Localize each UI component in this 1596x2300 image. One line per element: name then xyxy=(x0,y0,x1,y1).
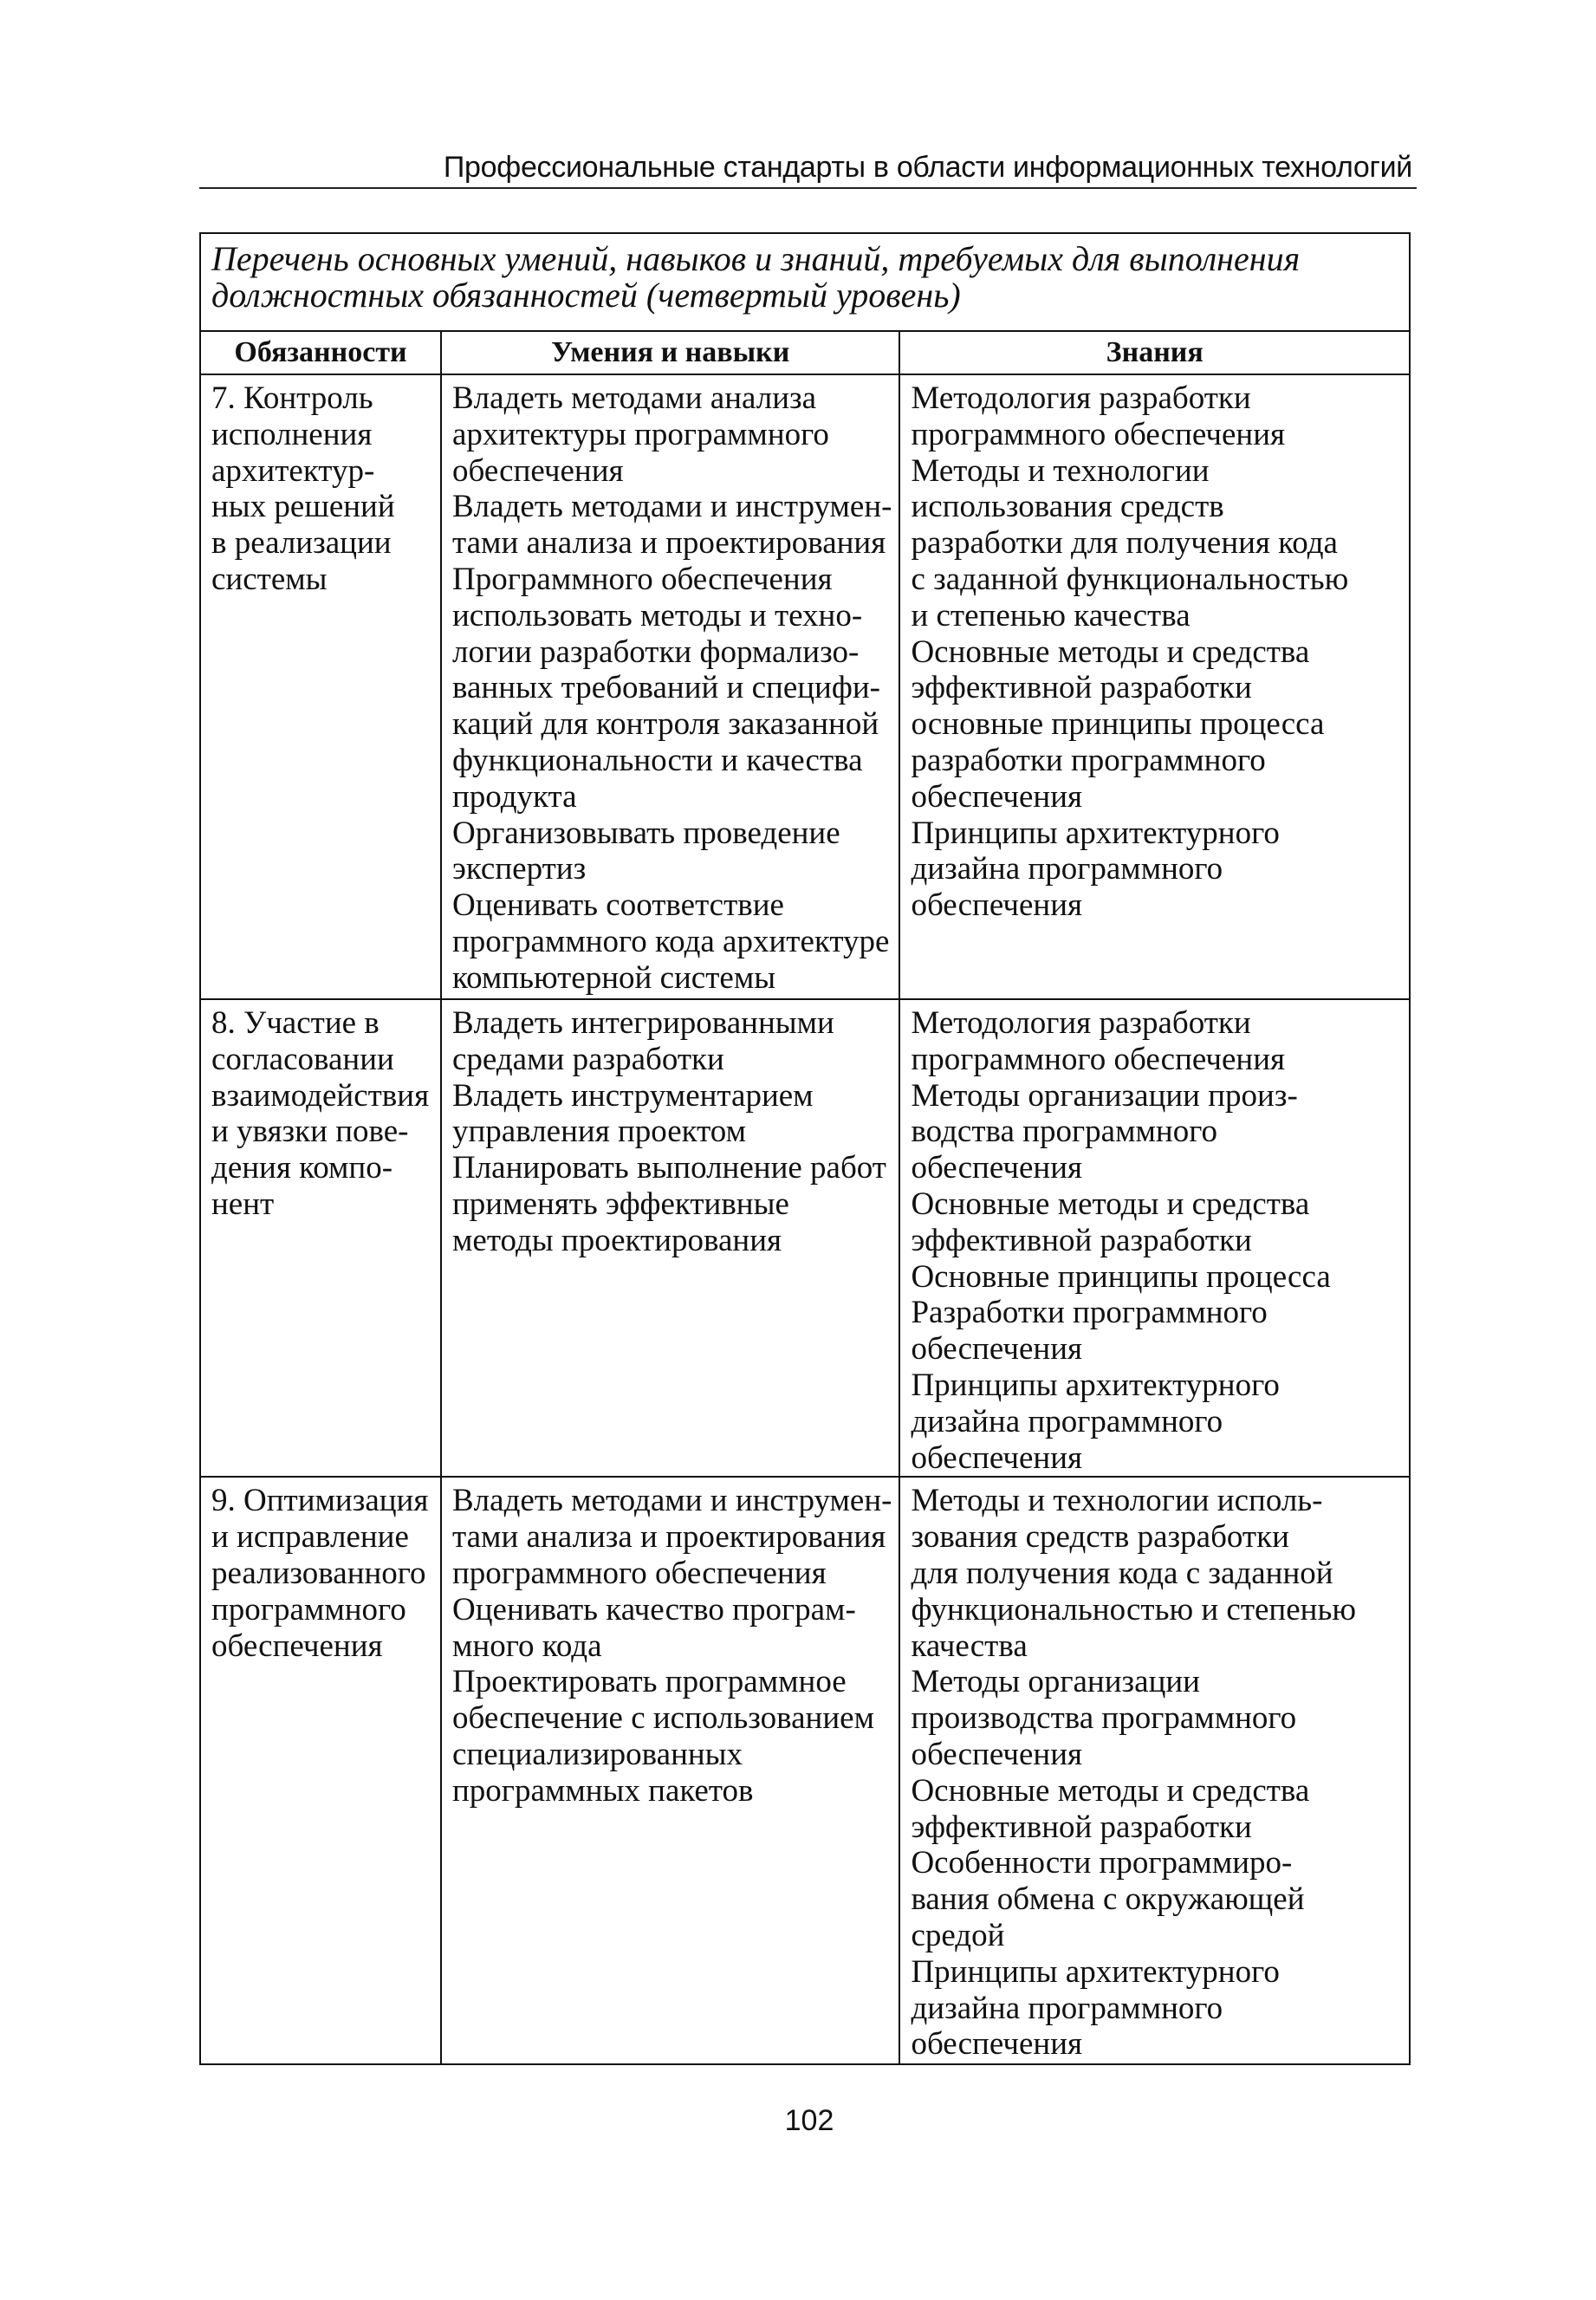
knowledge-cell xyxy=(899,374,1410,999)
column-header-duties: Обязанности xyxy=(200,331,441,374)
duty-cell xyxy=(200,999,441,1477)
cell-line: Оценивать качество програм- xyxy=(452,1591,856,1628)
cell-line: вания обмена с окружающей xyxy=(911,1881,1305,1918)
skills-cell xyxy=(441,374,899,999)
cell-line: логии разработки формализо- xyxy=(452,633,860,670)
cell-line: Принципы архитектурного xyxy=(911,815,1280,851)
cell-line: Планировать выполнение работ xyxy=(452,1150,886,1186)
cell-line: Разработки программного xyxy=(911,1295,1268,1331)
cell-line: Методология разработки xyxy=(911,1005,1251,1041)
skills-cell xyxy=(441,1477,899,2064)
cell-line: много кода xyxy=(452,1628,602,1664)
cell-line: каций для контроля заказанной xyxy=(452,706,879,743)
cell-line: и исправление xyxy=(211,1519,409,1556)
cell-line: качества xyxy=(911,1628,1028,1664)
title-line: Перечень основных умений, навыков и знаний, требуемых для выполнения xyxy=(211,239,1301,278)
cell-line: программного обеспечения xyxy=(452,1555,827,1591)
cell-line: зования средств разработки xyxy=(911,1519,1289,1556)
cell-line: взаимодействия xyxy=(211,1077,430,1114)
cell-line: и увязки пове- xyxy=(211,1114,409,1150)
cell-line: специализированных xyxy=(452,1736,743,1772)
duty-cell xyxy=(200,1477,441,2064)
cell-line: обеспечение с использованием xyxy=(452,1700,874,1737)
cell-line: продукта xyxy=(452,778,577,815)
table-header-row xyxy=(200,331,1410,374)
cell-line: 7. Контроль xyxy=(211,380,373,416)
cell-line: обеспечения xyxy=(911,1736,1083,1772)
column-header-knowledge: Знания xyxy=(899,331,1410,374)
cell-line: обеспечения xyxy=(911,1331,1083,1368)
cell-line: обеспечения xyxy=(911,2026,1083,2063)
cell-line: Программного обеспечения xyxy=(452,561,833,597)
table-title xyxy=(200,233,1410,331)
cell-line: производства программного xyxy=(911,1700,1297,1737)
cell-line: основные принципы процесса xyxy=(911,706,1325,743)
cell-line: тами анализа и проектирования xyxy=(452,525,886,562)
cell-line: с заданной функциональностью xyxy=(911,561,1349,597)
cell-line: компьютерной системы xyxy=(452,959,776,996)
cell-line: применять эффективные xyxy=(452,1186,789,1222)
cell-line: ных решений xyxy=(211,489,395,525)
page-number: 102 xyxy=(784,2104,834,2137)
table-row xyxy=(200,1477,1410,2064)
cell-line: эффективной разработки xyxy=(911,1222,1252,1258)
cell-line: системы xyxy=(211,561,328,597)
header-rule xyxy=(199,187,1417,189)
skills-cell xyxy=(441,999,899,1477)
cell-line: Методы организации произ- xyxy=(911,1077,1298,1114)
cell-line: обеспечения xyxy=(211,1628,383,1664)
knowledge-cell xyxy=(899,1477,1410,2064)
cell-line: Методы и технологии xyxy=(911,452,1210,489)
cell-line: программного обеспечения xyxy=(911,416,1286,452)
cell-line: Методы организации xyxy=(911,1664,1200,1700)
cell-line: Методы и технологии исполь- xyxy=(911,1483,1323,1519)
title-line: должностных обязанностей (четвертый уровень) xyxy=(211,275,961,315)
cell-line: средами разработки xyxy=(452,1041,724,1077)
cell-line: разработки программного xyxy=(911,742,1266,778)
cell-line: Основные методы и средства xyxy=(911,1186,1310,1222)
competency-table xyxy=(199,232,1411,2065)
cell-line: Владеть интегрированными xyxy=(452,1005,834,1041)
cell-line: функциональностью и степенью xyxy=(911,1591,1356,1628)
cell-line: 9. Оптимизация xyxy=(211,1483,429,1519)
cell-line: Основные методы и средства xyxy=(911,1772,1310,1809)
cell-line: управления проектом xyxy=(452,1114,747,1150)
cell-line: средой xyxy=(911,1917,1005,1953)
cell-line: дизайна программного xyxy=(911,851,1223,887)
cell-line: программного кода архитектуре xyxy=(452,923,890,959)
cell-line: Владеть методами и инструмен- xyxy=(452,1483,892,1519)
cell-line: реализованного xyxy=(211,1555,426,1591)
cell-line: использования средств xyxy=(911,489,1224,525)
cell-line: Владеть инструментарием xyxy=(452,1077,814,1114)
cell-line: обеспечения xyxy=(911,1150,1083,1186)
cell-line: эффективной разработки xyxy=(911,670,1252,706)
table-title-row xyxy=(200,233,1410,331)
cell-line: программного xyxy=(211,1591,406,1628)
cell-line: Основные методы и средства xyxy=(911,633,1310,670)
cell-line: обеспечения xyxy=(911,887,1083,924)
cell-line: Основные принципы процесса xyxy=(911,1258,1331,1295)
cell-line: экспертиз xyxy=(452,851,587,887)
cell-line: ванных требований и специфи- xyxy=(452,670,880,706)
cell-line: Методология разработки xyxy=(911,380,1251,416)
cell-line: архитектуры программного xyxy=(452,416,829,452)
cell-line: дения компо- xyxy=(211,1150,393,1186)
cell-line: Принципы архитектурного xyxy=(911,1367,1280,1403)
cell-line: и степенью качества xyxy=(911,597,1191,633)
cell-line: разработки для получения кода xyxy=(911,525,1338,562)
cell-line: использовать методы и техно- xyxy=(452,597,863,633)
cell-line: функциональности и качества xyxy=(452,742,863,778)
knowledge-cell xyxy=(899,999,1410,1477)
cell-line: обеспечения xyxy=(911,1439,1083,1476)
cell-line: нент xyxy=(211,1186,275,1222)
cell-line: обеспечения xyxy=(452,452,624,489)
cell-line: для получения кода с заданной xyxy=(911,1555,1333,1591)
cell-line: архитектур- xyxy=(211,452,375,489)
cell-line: дизайна программного xyxy=(911,1403,1223,1439)
cell-line: программных пакетов xyxy=(452,1772,754,1809)
table-row xyxy=(200,999,1410,1477)
cell-line: программного обеспечения xyxy=(911,1041,1286,1077)
cell-line: тами анализа и проектирования xyxy=(452,1519,886,1556)
running-header: Профессиональные стандарты в области информационных технологий xyxy=(443,151,1412,184)
cell-line: Владеть методами и инструмен- xyxy=(452,489,892,525)
column-header-skills: Умения и навыки xyxy=(441,331,899,374)
duty-cell xyxy=(200,374,441,999)
cell-line: эффективной разработки xyxy=(911,1809,1252,1845)
cell-line: 8. Участие в xyxy=(211,1005,380,1041)
cell-line: Владеть методами анализа xyxy=(452,380,817,416)
cell-line: Организовывать проведение xyxy=(452,815,840,851)
cell-line: согласовании xyxy=(211,1041,394,1077)
cell-line: дизайна программного xyxy=(911,1990,1223,2026)
cell-line: Оценивать соответствие xyxy=(452,887,784,924)
cell-line: методы проектирования xyxy=(452,1222,782,1258)
cell-line: обеспечения xyxy=(911,778,1083,815)
table-row xyxy=(200,374,1410,999)
cell-line: исполнения xyxy=(211,416,373,452)
cell-line: Принципы архитектурного xyxy=(911,1953,1280,1990)
cell-line: Проектировать программное xyxy=(452,1664,847,1700)
cell-line: в реализации xyxy=(211,525,392,562)
cell-line: водства программного xyxy=(911,1114,1217,1150)
cell-line: Особенности программиро- xyxy=(911,1845,1293,1881)
